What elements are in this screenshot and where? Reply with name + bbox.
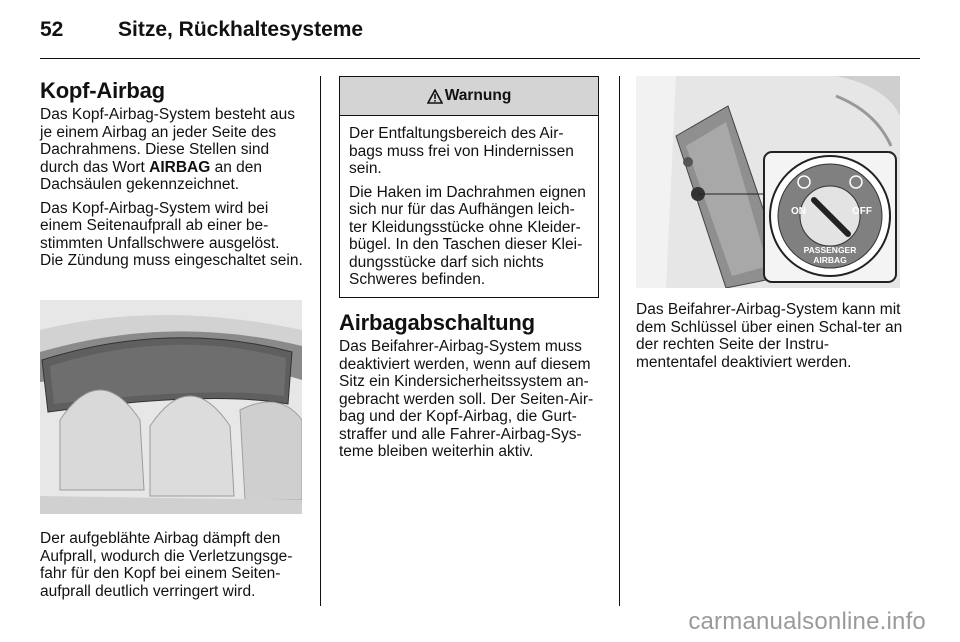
warning-triangle-icon bbox=[427, 89, 443, 104]
footer-watermark: carmanualsonline.info bbox=[688, 608, 926, 635]
paragraph-airbagabschaltung: Das Beifahrer-Airbag-System muss deaktiviert werden, wenn auf diesem Sitz ein Kindersicherheitssystem an-gebracht werden soll. Der Seiten-Air-bag und der Kopf-Airbag, die Gurt-straffer und alle Fahrer-Airbag-Sys-teme bleiben weiterhin aktiv. bbox=[339, 338, 594, 460]
warning-box bbox=[339, 76, 599, 298]
warning-paragraph-2: Die Haken im Dachrahmen eignen sich nur für das Aufhängen leich-ter Kleidungsstücke ohne Kleider-bügel. In den Taschen dieser Klei-dungsstücke darf sich nichts Schweres befinden. bbox=[349, 183, 586, 288]
switch-label-on: ON bbox=[791, 206, 806, 217]
car-interior-airbag-drawing bbox=[40, 300, 302, 514]
warning-paragraph-1: Der Entfaltungsbereich des Air-bags muss frei von Hindernissen sein. bbox=[349, 125, 574, 177]
switch-label-off: OFF bbox=[852, 206, 872, 217]
left-caption: Der aufgeblähte Airbag dämpft den Aufprall, wodurch die Verletzungsge-fahr für den Kopf bei einem Seiten-aufprall deutlich verringert wird. bbox=[40, 530, 293, 600]
warning-body bbox=[340, 116, 598, 289]
warning-header bbox=[340, 77, 598, 116]
head-airbag-illustration bbox=[40, 300, 302, 514]
passenger-airbag-switch-drawing bbox=[636, 76, 900, 288]
column-divider-1 bbox=[320, 76, 321, 606]
header-rule bbox=[40, 58, 920, 59]
switch-label-passenger: PASSENGER bbox=[803, 245, 857, 255]
section-heading-kopf-airbag: Kopf-Airbag bbox=[40, 78, 165, 103]
paragraph-kopf-airbag-2: Das Kopf-Airbag-System wird bei einem Seitenaufprall ab einer be-stimmten Unfallschwere ausgelöst. Die Zündung muss eingeschaltet sein. bbox=[40, 199, 303, 269]
switch-label-airbag: AIRBAG bbox=[813, 255, 847, 265]
middle-column bbox=[339, 310, 605, 467]
chapter-title: Sitze, Rückhaltesysteme bbox=[118, 18, 364, 41]
section-heading-airbagabschaltung: Airbagabschaltung bbox=[339, 310, 535, 335]
airbag-switch-illustration bbox=[636, 76, 900, 288]
warning-title: Warnung bbox=[444, 87, 512, 104]
bold-term-airbag: AIRBAG bbox=[149, 158, 211, 176]
text-run: Das Kopf-Airbag-System besteht aus je einem Airbag an jeder Seite des Dachrahmens. Diese Stellen sind durch das Wort bbox=[40, 106, 296, 176]
left-column bbox=[40, 78, 306, 276]
text-run: an den Dachsäulen gekennzeichnet. bbox=[40, 158, 262, 193]
right-column bbox=[636, 301, 906, 377]
paragraph-kopf-airbag-1 bbox=[40, 106, 306, 194]
page-number: 52 bbox=[40, 18, 64, 41]
paragraph-switch: Das Beifahrer-Airbag-System kann mit dem Schlüssel über einen Schal-ter an der rechten Seite der Instru-mententafel deaktiviert werden. bbox=[636, 301, 903, 371]
column-divider-2 bbox=[619, 76, 620, 606]
